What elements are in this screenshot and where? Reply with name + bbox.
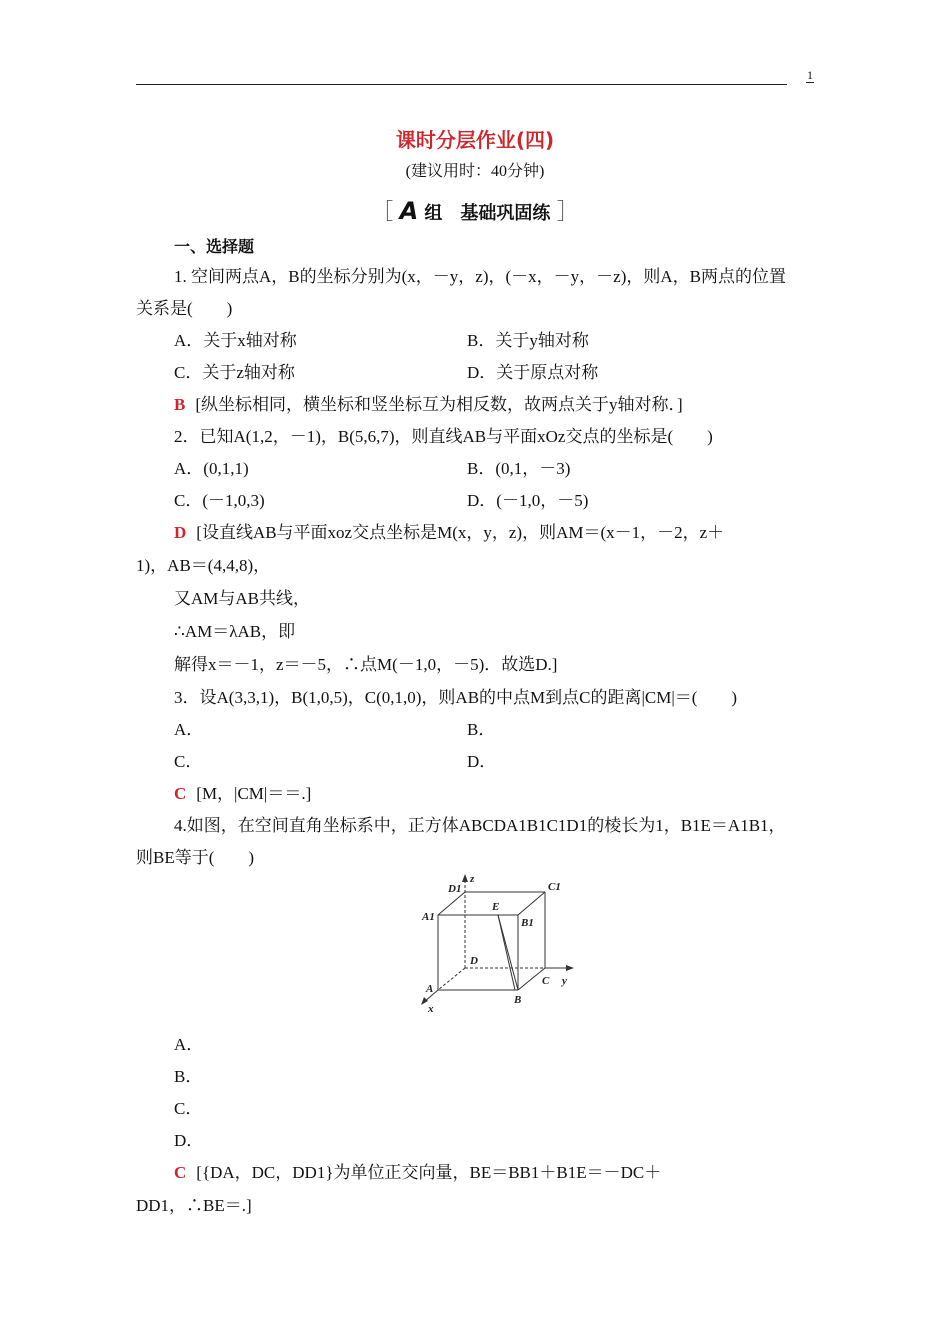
q2-option-b: B．(0,1，－3) — [467, 459, 571, 478]
label-d: D — [470, 955, 478, 967]
page-title: 课时分层作业(四) — [395, 128, 555, 152]
label-a: A — [426, 983, 434, 995]
q3-option-d: D． — [467, 752, 497, 771]
q1-answer-line — [174, 390, 683, 415]
q1-option-a: A．关于x轴对称 — [174, 331, 297, 350]
q4-explanation-1: [{DA，DC，DD1}为单位正交向量，BE＝BB1＋B1E＝－DC＋ — [196, 1163, 662, 1182]
q2-answer-line — [174, 518, 724, 543]
q4-option-d: D． — [174, 1131, 204, 1150]
q2-option-d: D．(－1,0，－5) — [467, 491, 589, 510]
q2-explanation-2: 1)，AB＝(4,4,8)， — [136, 556, 271, 575]
q4-option-a: A． — [174, 1035, 204, 1054]
section-heading: 一、选择题 — [174, 237, 255, 256]
group-letter: A — [399, 197, 419, 225]
q1-option-d: D．关于原点对称 — [467, 363, 599, 382]
q2-answer: D — [174, 523, 187, 542]
q2-option-c: C．(－1,0,3) — [174, 491, 265, 510]
label-a1: A1 — [422, 911, 435, 923]
label-c1: C1 — [548, 881, 561, 893]
q4-answer-line — [174, 1158, 661, 1183]
q1-option-b: B．关于y轴对称 — [467, 331, 589, 350]
q3-answer-line — [174, 779, 311, 804]
page-subtitle: (建议用时：40分钟) — [405, 163, 545, 180]
q2-explanation-4: ∴AM＝λAB，即 — [174, 622, 296, 641]
q4-answer: C — [174, 1163, 187, 1182]
q2-explanation-5: 解得x＝－1，z＝－5，∴点M(－1,0，－5)．故选D.] — [174, 655, 558, 674]
q1-option-c: C．关于z轴对称 — [174, 363, 295, 382]
q3-option-a: A． — [174, 720, 204, 739]
header-rule — [136, 84, 787, 85]
q3-option-b: B． — [467, 720, 496, 739]
q2-explanation-1: [设直线AB与平面xoz交点坐标是M(x，y，z)，则AM＝(x－1，－2，z＋ — [196, 523, 725, 542]
q2-stem: 2．已知A(1,2，－1)，B(5,6,7)，则直线AB与平面xOz交点的坐标是( ) — [174, 427, 713, 446]
q2-option-a: A．(0,1,1) — [174, 459, 249, 478]
q3-explanation: [M，|CM|＝＝.] — [196, 784, 312, 803]
group-heading — [0, 195, 950, 226]
q1-stem-line1: 1. 空间两点A，B的坐标分别为(x，－y，z)，(－x，－y，－z)，则A，B两点的位置 — [174, 267, 786, 286]
label-b1: B1 — [521, 917, 534, 929]
q3-stem: 3．设A(3,3,1)，B(1,0,5)，C(0,1,0)，则AB的中点M到点C的距离|CM|＝( ) — [174, 688, 738, 707]
group-close-bracket: ］ — [556, 200, 579, 225]
q4-explanation-2: DD1，∴BE＝.] — [136, 1196, 252, 1215]
page-number: 1 — [807, 68, 813, 82]
label-x: x — [428, 1003, 434, 1015]
label-e: E — [492, 901, 500, 913]
q4-option-c: C． — [174, 1099, 203, 1118]
label-d1: D1 — [448, 883, 462, 895]
q3-answer: C — [174, 784, 187, 803]
q4-option-b: B． — [174, 1067, 203, 1086]
label-y: y — [562, 975, 567, 987]
q1-stem-line2: 关系是( ) — [136, 299, 233, 318]
cube-figure — [410, 870, 580, 1018]
label-c: C — [542, 975, 550, 987]
label-b: B — [514, 994, 522, 1006]
q3-option-c: C． — [174, 752, 203, 771]
group-label: 组 基础巩固练 — [424, 203, 551, 224]
label-z: z — [470, 873, 475, 885]
q4-stem-line1: 4.如图，在空间直角坐标系中，正方体ABCDA1B1C1D1的棱长为1，B1E＝A1B1， — [174, 816, 786, 835]
q1-explanation: [纵坐标相同，横坐标和竖坐标互为相反数，故两点关于y轴对称．] — [195, 395, 683, 414]
group-open-bracket: ［ — [371, 200, 394, 225]
q2-explanation-3: 又AM与AB共线， — [174, 589, 311, 608]
q4-stem-line2: 则BE等于( ) — [136, 848, 255, 867]
q1-answer: B — [174, 395, 186, 414]
